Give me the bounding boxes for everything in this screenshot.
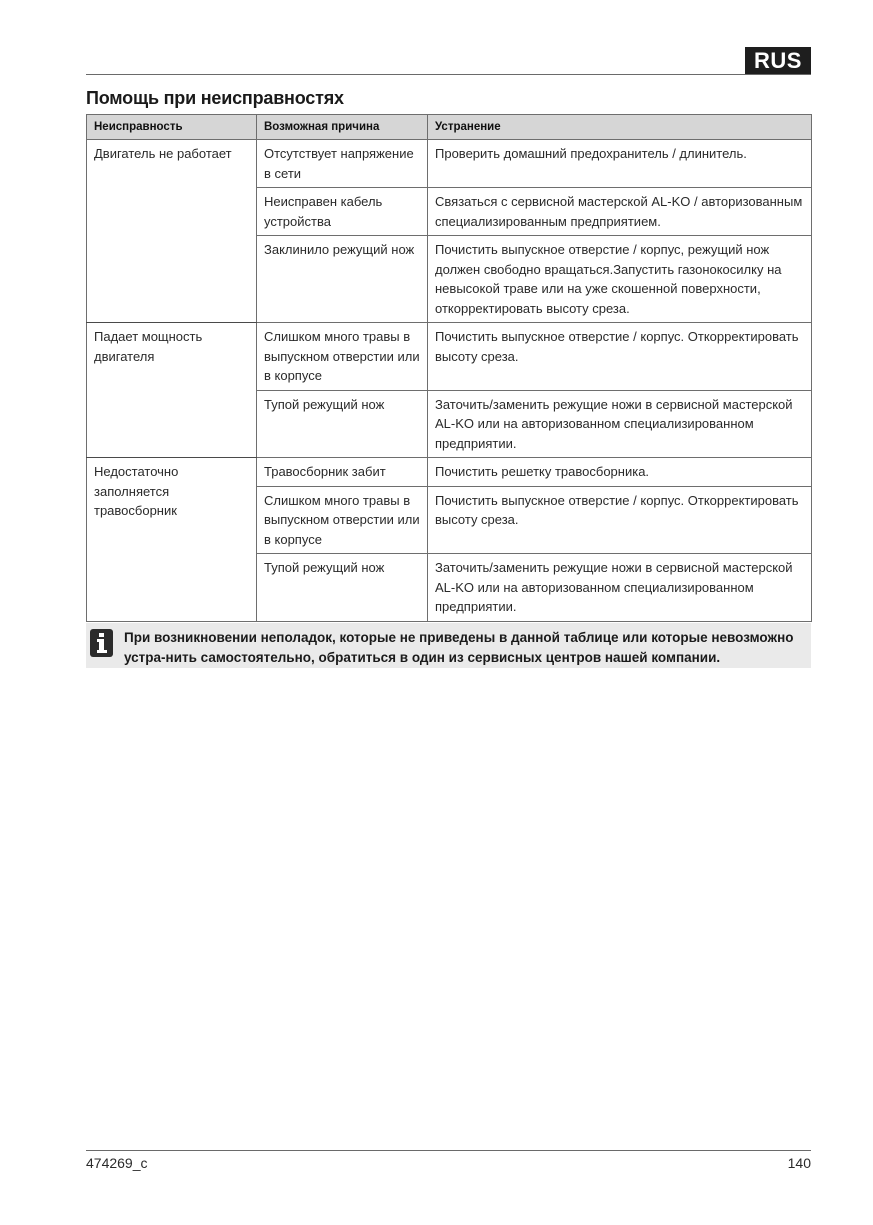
remedy-cell: Проверить домашний предохранитель / длинитель. bbox=[428, 140, 812, 188]
language-badge: RUS bbox=[745, 47, 811, 75]
remedy-cell: Почистить решетку травосборника. bbox=[428, 458, 812, 487]
remedy-cell: Заточить/заменить режущие ножи в сервисной мастерской AL-KO или на авторизованном специализированном предприятии. bbox=[428, 390, 812, 458]
section-title: Помощь при неисправностях bbox=[86, 88, 344, 108]
column-header-cause: Возможная причина bbox=[257, 115, 428, 140]
cause-cell: Травосборник забит bbox=[257, 458, 428, 487]
page-number: 140 bbox=[787, 1155, 811, 1171]
cause-cell: Слишком много травы в выпускном отверстии или в корпусе bbox=[257, 323, 428, 391]
cause-cell: Заклинило режущий нож bbox=[257, 236, 428, 323]
cause-cell: Тупой режущий нож bbox=[257, 554, 428, 622]
fault-cell: Недостаточно заполняется травосборник bbox=[87, 458, 257, 622]
cause-cell: Отсутствует напряжение в сети bbox=[257, 140, 428, 188]
table-row bbox=[87, 323, 812, 391]
info-icon bbox=[90, 629, 113, 657]
fault-cell: Падает мощность двигателя bbox=[87, 323, 257, 458]
bottom-divider bbox=[86, 1150, 811, 1151]
column-header-remedy: Устранение bbox=[428, 115, 812, 140]
cause-cell: Слишком много травы в выпускном отверстии или в корпусе bbox=[257, 486, 428, 554]
table-row bbox=[87, 458, 812, 487]
document-code: 474269_c bbox=[86, 1155, 148, 1171]
table-header-row bbox=[87, 115, 812, 140]
troubleshooting-table bbox=[86, 114, 812, 622]
column-header-fault: Неисправность bbox=[87, 115, 257, 140]
cause-cell: Тупой режущий нож bbox=[257, 390, 428, 458]
remedy-cell: Заточить/заменить режущие ножи в сервисной мастерской AL-KO или на авторизованном специализированном предприятии. bbox=[428, 554, 812, 622]
cause-cell: Неисправен кабель устройства bbox=[257, 188, 428, 236]
remedy-cell: Почистить выпускное отверстие / корпус, режущий нож должен свободно вращаться.Запустить газонокосилку на невысокой траве или на уже скошенной поверхности, откорректировать высоту среза. bbox=[428, 236, 812, 323]
remedy-cell: Почистить выпускное отверстие / корпус. Откорректировать высоту среза. bbox=[428, 323, 812, 391]
info-text: При возникновении неполадок, которые не приведены в данной таблице или которые невозможно устра-нить самостоятельно, обратиться в один из сервисных центров нашей компании. bbox=[124, 630, 794, 665]
remedy-cell: Почистить выпускное отверстие / корпус. Откорректировать высоту среза. bbox=[428, 486, 812, 554]
top-divider bbox=[86, 74, 811, 75]
info-note bbox=[86, 623, 811, 668]
fault-cell: Двигатель не работает bbox=[87, 140, 257, 323]
remedy-cell: Связаться с сервисной мастерской AL-KO / авторизованным специализированным предприятием. bbox=[428, 188, 812, 236]
table-row bbox=[87, 140, 812, 188]
